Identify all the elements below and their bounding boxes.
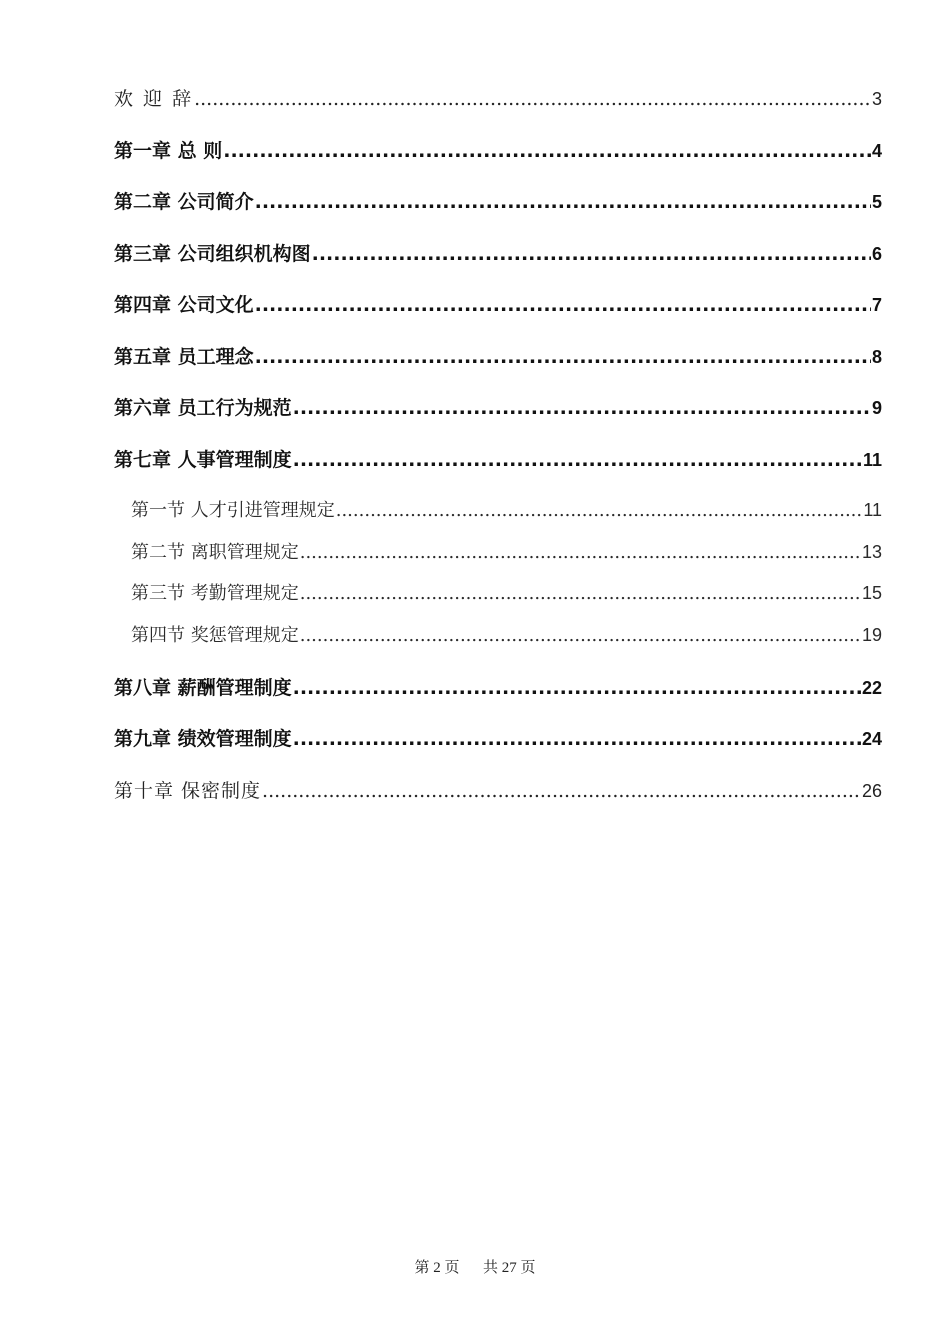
toc-entry-page: 4 [871, 140, 882, 161]
toc-entry-label: 第九章 绩效管理制度 [114, 728, 292, 750]
toc-entry-page: 19 [861, 624, 882, 645]
toc-entry-chapter-1[interactable] [114, 136, 882, 188]
toc-entry-chapter-6[interactable] [114, 393, 882, 445]
toc-entry-label: 第四节 奖惩管理规定 [131, 624, 299, 646]
toc-entry-label: 第二节 离职管理规定 [131, 541, 299, 563]
toc-entry-chapter-8[interactable] [114, 673, 882, 725]
dot-leader [194, 88, 871, 110]
toc-entry-section-3[interactable] [114, 579, 882, 621]
dot-leader [255, 191, 871, 213]
toc-entry-chapter-10[interactable] [114, 776, 882, 828]
dot-leader [293, 449, 862, 471]
toc-entry-page: 11 [862, 449, 882, 470]
toc-entry-label: 第十章 保密制度 [114, 779, 262, 802]
toc-entry-page: 3 [871, 89, 882, 109]
toc-entry-label: 第一节 人才引进管理规定 [131, 500, 335, 521]
toc-entry-label: 欢 迎 辞 [114, 88, 194, 110]
page-number-current: 第 2 页 [414, 1260, 460, 1276]
toc-entry-chapter-7[interactable] [114, 445, 882, 497]
toc-entry-label: 第六章 员工行为规范 [114, 397, 292, 419]
toc-entry-section-1[interactable] [114, 496, 882, 538]
toc-entry-page: 24 [861, 729, 882, 749]
toc-entry-label: 第三节 考勤管理规定 [131, 583, 299, 604]
dot-leader [262, 780, 861, 802]
toc-entry-label: 第一章 总 则 [114, 139, 223, 162]
dot-leader [255, 346, 871, 368]
toc-entry-page: 6 [871, 243, 882, 264]
page-number-total: 共 27 页 [483, 1260, 536, 1276]
toc-entry-page: 26 [861, 780, 882, 801]
toc-entry-label: 第三章 公司组织机构图 [114, 242, 311, 265]
dot-leader [300, 583, 861, 604]
dot-leader [223, 140, 871, 162]
dot-leader [300, 542, 861, 563]
toc-entry-chapter-2[interactable] [114, 187, 882, 239]
dot-leader [293, 397, 871, 419]
toc-entry-label: 第五章 员工理念 [114, 345, 254, 368]
toc-entry-chapter-4[interactable] [114, 290, 882, 342]
toc-entry-page: 11 [863, 500, 882, 520]
toc-entry-label: 第二章 公司简介 [114, 191, 254, 213]
toc-entry-page: 5 [871, 192, 882, 212]
toc-entry-chapter-5[interactable] [114, 342, 882, 394]
toc-entry-page: 9 [871, 398, 882, 418]
toc-entry-welcome[interactable] [114, 84, 882, 136]
dot-leader [293, 677, 861, 699]
toc-entry-chapter-3[interactable] [114, 239, 882, 291]
toc-entry-chapter-9[interactable] [114, 724, 882, 776]
toc-entry-page: 8 [871, 346, 882, 367]
dot-leader [336, 500, 863, 521]
table-of-contents [114, 84, 882, 827]
toc-entry-section-2[interactable] [114, 538, 882, 580]
page-footer [0, 1256, 950, 1277]
toc-entry-label: 第七章 人事管理制度 [114, 448, 292, 471]
toc-entry-label: 第四章 公司文化 [114, 294, 254, 316]
dot-leader [255, 294, 871, 316]
dot-leader [300, 625, 861, 646]
toc-entry-page: 22 [861, 677, 882, 698]
toc-entry-section-4[interactable] [114, 621, 882, 673]
dot-leader [312, 243, 871, 265]
toc-entry-page: 15 [861, 583, 882, 603]
toc-entry-label: 第八章 薪酬管理制度 [114, 676, 292, 699]
toc-entry-page: 7 [871, 295, 882, 315]
toc-entry-page: 13 [861, 541, 882, 562]
dot-leader [293, 728, 861, 750]
